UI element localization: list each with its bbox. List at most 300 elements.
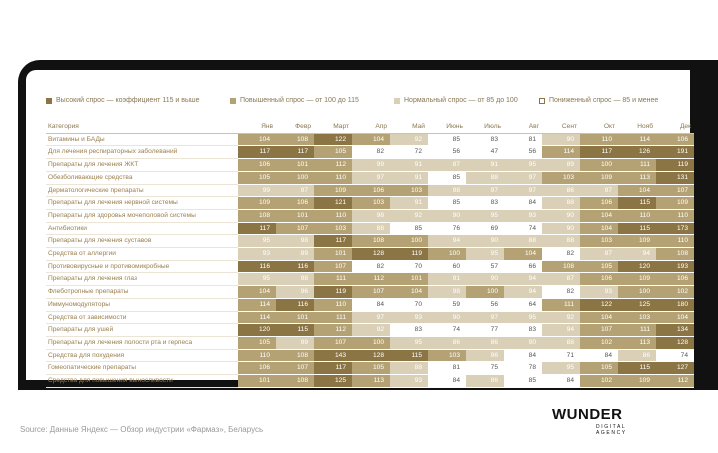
column-header-category: Категория (48, 123, 79, 130)
demand-cell: 70 (390, 260, 428, 273)
demand-cell: 59 (428, 298, 466, 311)
table-row (46, 146, 694, 159)
demand-cell: 91 (390, 197, 428, 210)
column-header-month: Авг (528, 123, 539, 130)
demand-cell: 110 (238, 349, 276, 362)
demand-cell: 89 (276, 248, 314, 261)
category-name: Иммуномодуляторы (46, 298, 238, 311)
demand-cell: 90 (466, 273, 504, 286)
demand-cell: 115 (618, 197, 656, 210)
demand-cell: 114 (238, 311, 276, 324)
table-row (46, 298, 694, 311)
demand-cell: 104 (580, 311, 618, 324)
demand-cell: 82 (352, 260, 390, 273)
demand-cell: 88 (504, 235, 542, 248)
demand-cell: 114 (542, 146, 580, 159)
demand-cell: 94 (428, 235, 466, 248)
demand-cell: 93 (390, 311, 428, 324)
legend-item-low (539, 97, 658, 104)
demand-cell: 108 (238, 209, 276, 222)
demand-cell: 82 (542, 286, 580, 299)
demand-cell: 117 (238, 146, 276, 159)
demand-cell: 95 (238, 273, 276, 286)
category-name: Препараты для лечения ЖКТ (46, 159, 238, 172)
demand-cell: 83 (466, 197, 504, 210)
demand-cell: 127 (656, 362, 694, 375)
table-row (46, 248, 694, 261)
legend-swatch-high (46, 98, 52, 104)
demand-cell: 106 (238, 362, 276, 375)
demand-cell: 96 (276, 286, 314, 299)
demand-cell: 117 (276, 146, 314, 159)
demand-cell: 105 (238, 336, 276, 349)
demand-cell: 56 (504, 146, 542, 159)
table-row (46, 171, 694, 184)
demand-cell: 109 (618, 273, 656, 286)
demand-cell: 107 (314, 260, 352, 273)
demand-cell: 103 (390, 184, 428, 197)
legend-swatch-elevated (230, 98, 236, 104)
legend-label-low: Пониженный спрос — 85 и менее (549, 97, 659, 104)
table-row (46, 209, 694, 222)
demand-cell: 105 (314, 146, 352, 159)
logo-subtitle: DIGITAL AGENCY (596, 424, 627, 436)
demand-cell: 105 (238, 171, 276, 184)
demand-cell: 77 (466, 324, 504, 337)
demand-cell: 107 (580, 324, 618, 337)
demand-cell: 88 (352, 222, 390, 235)
category-name: Средства для повышения выносливости (46, 375, 238, 388)
demand-cell: 114 (618, 133, 656, 146)
table-row (46, 336, 694, 349)
demand-cell: 115 (618, 222, 656, 235)
demand-cell: 110 (314, 171, 352, 184)
demand-cell: 66 (504, 260, 542, 273)
demand-cell: 98 (428, 286, 466, 299)
demand-cell: 99 (352, 159, 390, 172)
demand-cell: 109 (314, 184, 352, 197)
demand-cell: 88 (542, 197, 580, 210)
demand-cell: 110 (580, 133, 618, 146)
table-row (46, 311, 694, 324)
column-header-month: Дек (679, 123, 691, 130)
demand-cell: 104 (580, 209, 618, 222)
demand-cell: 83 (466, 133, 504, 146)
table-row (46, 286, 694, 299)
demand-cell: 106 (656, 273, 694, 286)
demand-cell: 83 (390, 324, 428, 337)
demand-cell: 106 (656, 133, 694, 146)
demand-cell: 105 (580, 260, 618, 273)
table-row (46, 273, 694, 286)
demand-cell: 108 (542, 260, 580, 273)
demand-cell: 100 (428, 248, 466, 261)
demand-cell: 126 (618, 146, 656, 159)
demand-cell: 111 (314, 273, 352, 286)
demand-cell: 114 (238, 298, 276, 311)
demand-cell: 125 (314, 375, 352, 388)
demand-cell: 86 (542, 184, 580, 197)
demand-cell: 84 (580, 349, 618, 362)
demand-cell: 113 (352, 375, 390, 388)
demand-cell: 106 (276, 197, 314, 210)
category-name: Флеботропные препараты (46, 286, 238, 299)
demand-cell: 120 (618, 260, 656, 273)
demand-cell: 106 (580, 273, 618, 286)
demand-cell: 93 (390, 375, 428, 388)
demand-cell: 91 (390, 159, 428, 172)
demand-cell: 94 (504, 286, 542, 299)
demand-cell: 90 (466, 235, 504, 248)
demand-cell: 97 (276, 184, 314, 197)
demand-cell: 47 (466, 146, 504, 159)
demand-cell: 109 (238, 197, 276, 210)
demand-cell: 85 (428, 133, 466, 146)
demand-cell: 102 (580, 375, 618, 388)
demand-cell: 117 (314, 362, 352, 375)
demand-cell: 74 (428, 324, 466, 337)
demand-cell: 91 (390, 171, 428, 184)
demand-cell: 71 (542, 349, 580, 362)
demand-cell: 95 (504, 311, 542, 324)
demand-cell: 94 (542, 324, 580, 337)
column-header-month: Июль (484, 123, 501, 130)
demand-cell: 101 (276, 209, 314, 222)
demand-cell: 128 (656, 336, 694, 349)
demand-cell: 75 (466, 362, 504, 375)
demand-cell: 91 (428, 273, 466, 286)
demand-cell: 104 (352, 133, 390, 146)
demand-cell: 88 (542, 235, 580, 248)
source-caption: Source: Данные Яндекс — Обзор индустрии «Фармаз», Беларусь (20, 425, 264, 434)
demand-cell: 84 (504, 349, 542, 362)
demand-cell: 76 (428, 222, 466, 235)
demand-cell: 115 (618, 362, 656, 375)
category-name: Препараты для здоровья мочеполовой системы (46, 209, 238, 222)
demand-cell: 101 (276, 311, 314, 324)
demand-cell: 95 (238, 235, 276, 248)
demand-cell: 86 (466, 336, 504, 349)
demand-cell: 81 (504, 133, 542, 146)
demand-cell: 99 (276, 336, 314, 349)
demand-cell: 111 (618, 324, 656, 337)
category-name: Препараты для лечения глаз (46, 273, 238, 286)
table-row (46, 197, 694, 210)
demand-cell: 116 (276, 298, 314, 311)
demand-cell: 104 (656, 311, 694, 324)
demand-cell: 100 (390, 235, 428, 248)
demand-cell: 134 (656, 324, 694, 337)
table-row (46, 235, 694, 248)
column-header-month: Июнь (446, 123, 463, 130)
category-name: Средства от зависимости (46, 311, 238, 324)
demand-cell: 92 (390, 209, 428, 222)
demand-cell: 111 (542, 298, 580, 311)
demand-cell: 115 (390, 349, 428, 362)
demand-cell: 104 (238, 133, 276, 146)
demand-cell: 101 (314, 248, 352, 261)
demand-cell: 69 (466, 222, 504, 235)
demand-cell: 93 (580, 286, 618, 299)
legend-label-high: Высокий спрос — коэффициент 115 и выше (56, 97, 200, 104)
demand-cell: 95 (466, 209, 504, 222)
demand-cell: 128 (352, 248, 390, 261)
demand-cell: 110 (656, 209, 694, 222)
demand-cell: 107 (352, 286, 390, 299)
demand-cell: 120 (238, 324, 276, 337)
demand-cell: 90 (542, 209, 580, 222)
screen-area (26, 70, 691, 385)
demand-cell: 93 (504, 209, 542, 222)
demand-cell: 90 (428, 209, 466, 222)
demand-cell: 107 (656, 184, 694, 197)
demand-cell: 106 (580, 197, 618, 210)
demand-cell: 143 (314, 349, 352, 362)
demand-cell: 102 (656, 286, 694, 299)
demand-cell: 105 (352, 362, 390, 375)
demand-cell: 117 (314, 235, 352, 248)
demand-cell: 103 (618, 311, 656, 324)
demand-cell: 116 (276, 260, 314, 273)
demand-cell: 90 (504, 336, 542, 349)
demand-cell: 173 (656, 222, 694, 235)
legend-item-normal (394, 97, 518, 104)
table-row (46, 260, 694, 273)
demand-cell: 103 (428, 349, 466, 362)
demand-cell: 108 (276, 349, 314, 362)
logo-wordmark: WUNDER (552, 406, 623, 423)
column-header-month: Февр (295, 123, 311, 130)
column-header-month: Нояб (637, 123, 653, 130)
demand-cell: 105 (580, 362, 618, 375)
wunder-logo (552, 407, 652, 437)
demand-cell: 85 (428, 197, 466, 210)
demand-cell: 103 (580, 235, 618, 248)
demand-cell: 88 (542, 336, 580, 349)
demand-cell: 86 (618, 349, 656, 362)
table-row (46, 159, 694, 172)
demand-cell: 95 (542, 362, 580, 375)
column-header-month: Сент (561, 123, 577, 130)
demand-cell: 84 (428, 375, 466, 388)
table-row (46, 324, 694, 337)
demand-cell: 95 (504, 159, 542, 172)
demand-cell: 87 (428, 159, 466, 172)
demand-cell: 94 (504, 273, 542, 286)
demand-cell: 108 (352, 235, 390, 248)
demand-cell: 97 (466, 311, 504, 324)
category-name: Витамины и БАДы (46, 133, 238, 146)
demand-cell: 88 (390, 362, 428, 375)
demand-cell: 109 (618, 375, 656, 388)
demand-cell: 108 (276, 133, 314, 146)
demand-cell: 121 (314, 197, 352, 210)
category-name: Дерматологические препараты (46, 184, 238, 197)
demand-table (46, 121, 694, 388)
demand-cell: 122 (314, 133, 352, 146)
demand-cell: 85 (390, 222, 428, 235)
demand-cell: 107 (276, 362, 314, 375)
demand-cell: 90 (428, 311, 466, 324)
demand-cell: 104 (390, 286, 428, 299)
demand-cell: 111 (314, 311, 352, 324)
legend-swatch-low (539, 98, 545, 104)
legend-label-normal: Нормальный спрос — от 85 до 100 (404, 97, 518, 104)
demand-cell: 106 (238, 159, 276, 172)
table-row (46, 133, 694, 146)
demand-cell: 101 (238, 375, 276, 388)
demand-cell: 101 (390, 273, 428, 286)
demand-cell: 112 (314, 324, 352, 337)
demand-cell: 72 (390, 146, 428, 159)
table-row (46, 184, 694, 197)
demand-cell: 98 (276, 273, 314, 286)
demand-cell: 180 (656, 298, 694, 311)
column-header-month: Янв (261, 123, 273, 130)
demand-cell: 98 (352, 209, 390, 222)
demand-cell: 106 (352, 184, 390, 197)
demand-cell: 100 (580, 159, 618, 172)
demand-cell: 112 (656, 375, 694, 388)
demand-cell: 97 (352, 171, 390, 184)
category-name: Препараты для ушей (46, 324, 238, 337)
demand-cell: 102 (580, 336, 618, 349)
demand-cell: 64 (504, 298, 542, 311)
demand-cell: 78 (504, 362, 542, 375)
demand-cell: 119 (314, 286, 352, 299)
demand-cell: 90 (542, 222, 580, 235)
category-name: Препараты для лечения суставов (46, 235, 238, 248)
demand-cell: 104 (580, 222, 618, 235)
demand-cell: 113 (618, 171, 656, 184)
demand-cell: 103 (352, 197, 390, 210)
category-name: Обезболивающие средства (46, 171, 238, 184)
demand-cell: 98 (428, 184, 466, 197)
category-name: Гомеопатические препараты (46, 362, 238, 375)
demand-cell: 119 (656, 159, 694, 172)
demand-cell: 113 (618, 336, 656, 349)
demand-cell: 87 (542, 273, 580, 286)
table-row (46, 362, 694, 375)
demand-cell: 99 (238, 184, 276, 197)
demand-cell: 110 (314, 298, 352, 311)
table-header-row (46, 121, 694, 133)
demand-cell: 82 (352, 146, 390, 159)
demand-cell: 87 (580, 248, 618, 261)
demand-cell: 91 (466, 159, 504, 172)
demand-cell: 115 (276, 324, 314, 337)
demand-cell: 108 (276, 375, 314, 388)
demand-cell: 56 (428, 146, 466, 159)
demand-cell: 97 (580, 184, 618, 197)
demand-cell: 117 (238, 222, 276, 235)
demand-cell: 107 (314, 336, 352, 349)
category-name: Препараты для лечения нервной системы (46, 197, 238, 210)
demand-cell: 86 (466, 375, 504, 388)
table-row (46, 349, 694, 362)
demand-cell: 107 (276, 222, 314, 235)
demand-cell: 104 (238, 286, 276, 299)
demand-cell: 57 (466, 260, 504, 273)
demand-cell: 92 (390, 133, 428, 146)
legend-item-elevated (230, 97, 359, 104)
demand-cell: 84 (542, 375, 580, 388)
column-header-month: Март (333, 123, 349, 130)
demand-cell: 84 (352, 298, 390, 311)
demand-cell: 83 (504, 324, 542, 337)
demand-cell: 92 (352, 324, 390, 337)
legend-item-high (46, 97, 200, 104)
demand-cell: 109 (580, 171, 618, 184)
legend-label-elevated: Повышенный спрос — от 100 до 115 (240, 97, 359, 104)
demand-cell: 89 (542, 159, 580, 172)
demand-cell: 112 (352, 273, 390, 286)
demand-cell: 103 (314, 222, 352, 235)
demand-cell: 131 (656, 171, 694, 184)
demand-cell: 109 (618, 235, 656, 248)
demand-cell: 116 (238, 260, 276, 273)
demand-cell: 97 (504, 184, 542, 197)
demand-cell: 82 (542, 248, 580, 261)
category-name: Препараты для лечения полости рта и герпеса (46, 336, 238, 349)
demand-cell: 100 (352, 336, 390, 349)
demand-cell: 100 (466, 286, 504, 299)
column-header-month: Апр (375, 123, 387, 130)
table-row (46, 375, 694, 388)
demand-cell: 100 (618, 286, 656, 299)
demand-cell: 86 (428, 336, 466, 349)
demand-cell: 70 (390, 298, 428, 311)
demand-cell: 117 (580, 146, 618, 159)
demand-cell: 60 (428, 260, 466, 273)
demand-cell: 111 (618, 159, 656, 172)
demand-cell: 95 (390, 336, 428, 349)
demand-cell: 90 (542, 133, 580, 146)
demand-cell: 103 (542, 171, 580, 184)
demand-cell: 110 (656, 235, 694, 248)
demand-cell: 104 (618, 184, 656, 197)
demand-cell: 128 (352, 349, 390, 362)
demand-cell: 110 (314, 209, 352, 222)
table-row (46, 222, 694, 235)
demand-cell: 104 (504, 248, 542, 261)
demand-cell: 81 (428, 362, 466, 375)
demand-cell: 74 (656, 349, 694, 362)
demand-cell: 92 (542, 311, 580, 324)
category-name: Средства для похудения (46, 349, 238, 362)
legend-swatch-normal (394, 98, 400, 104)
demand-cell: 193 (656, 260, 694, 273)
demand-cell: 108 (656, 248, 694, 261)
demand-cell: 191 (656, 146, 694, 159)
demand-cell: 85 (428, 171, 466, 184)
demand-cell: 95 (466, 248, 504, 261)
demand-cell: 100 (276, 171, 314, 184)
category-name: Антибиотики (46, 222, 238, 235)
category-name: Для лечения респираторных заболеваний (46, 146, 238, 159)
demand-cell: 97 (504, 171, 542, 184)
legend (46, 97, 696, 109)
demand-cell: 112 (314, 159, 352, 172)
demand-cell: 84 (504, 197, 542, 210)
category-name: Противовирусные и противомикробные (46, 260, 238, 273)
demand-cell: 74 (504, 222, 542, 235)
demand-cell: 110 (618, 209, 656, 222)
demand-cell: 93 (238, 248, 276, 261)
demand-cell: 94 (618, 248, 656, 261)
category-name: Средства от аллергии (46, 248, 238, 261)
demand-cell: 85 (504, 375, 542, 388)
